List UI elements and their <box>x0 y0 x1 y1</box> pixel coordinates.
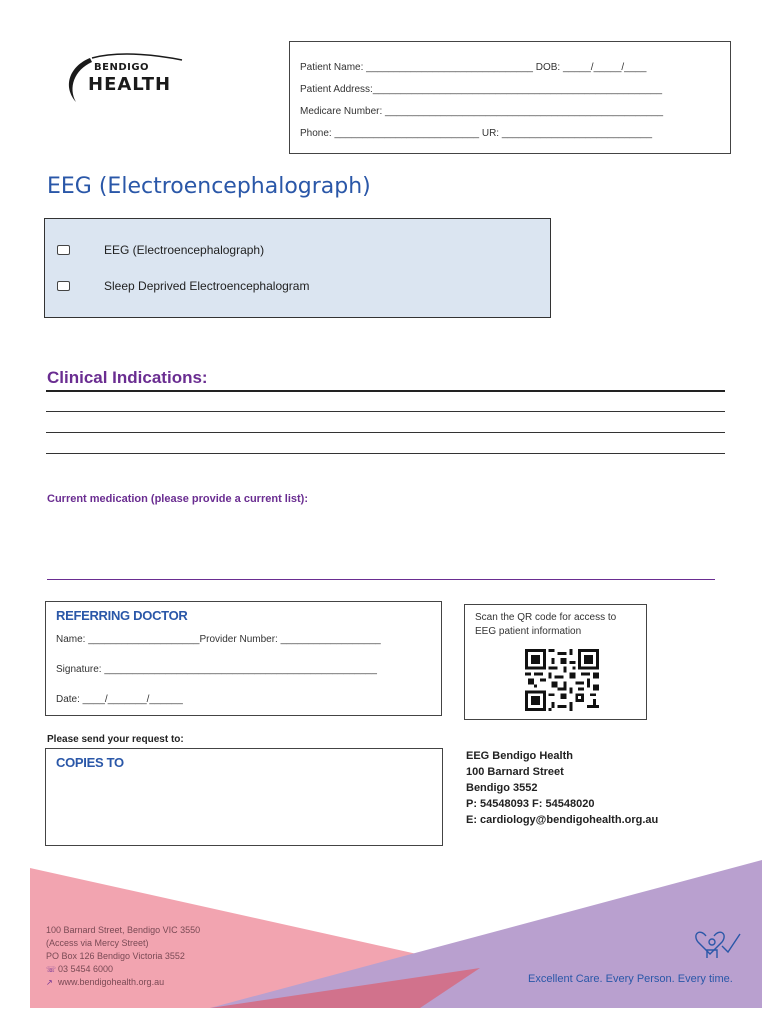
medication-line[interactable] <box>47 579 715 580</box>
contact-suburb: Bendigo 3552 <box>466 782 538 794</box>
test-options-box <box>44 218 551 318</box>
medicare-number-field[interactable]: Medicare Number: __________________________________________________ <box>300 106 664 117</box>
clinical-indications-line[interactable] <box>46 432 725 433</box>
send-request-label: Please send your request to: <box>47 734 184 745</box>
clinical-indications-line[interactable] <box>46 453 725 454</box>
current-medication-label: Current medication (please provide a current list): <box>47 493 309 505</box>
heading-rule <box>46 390 725 392</box>
referring-doctor-heading: REFERRING DOCTOR <box>56 608 188 623</box>
contact-department: EEG Bendigo Health <box>466 750 573 762</box>
date-field[interactable]: Date: ____/_______/______ <box>56 694 183 705</box>
phone-icon: ☏ <box>46 965 57 974</box>
referring-doctor-box <box>45 601 442 716</box>
test-option-sleep-deprived[interactable] <box>57 278 309 294</box>
bendigo-health-logo <box>62 52 202 110</box>
patient-details-box <box>289 41 731 154</box>
patient-address-field[interactable]: Patient Address:____________________________________________________ <box>300 84 663 95</box>
footer-web-line <box>46 976 200 989</box>
doctor-name-provider-field[interactable]: Name: ____________________Provider Number: __________________ <box>56 634 381 645</box>
footer-addr-line: (Access via Mercy Street) <box>46 938 149 948</box>
qr-code-box <box>464 604 647 720</box>
page-title: EEG (Electroencephalograph) <box>47 174 371 199</box>
clinical-indications-line[interactable] <box>46 411 725 412</box>
signature-field[interactable]: Signature: _________________________________________________ <box>56 664 377 675</box>
footer-addr-line: 100 Barnard Street, Bendigo VIC 3550 <box>46 925 201 935</box>
clinical-indications-heading: Clinical Indications: <box>47 368 208 387</box>
footer-addr-line: PO Box 126 Bendigo Victoria 3552 <box>46 951 185 961</box>
care-heart-icon <box>692 922 746 962</box>
web-icon: ↗ <box>46 978 53 987</box>
footer-address <box>46 924 200 989</box>
footer-tagline: Excellent Care. Every Person. Every time. <box>528 973 733 985</box>
test-option-eeg[interactable] <box>57 242 264 258</box>
footer-web[interactable]: www.bendigohealth.org.au <box>58 977 165 987</box>
contact-email[interactable]: E: cardiology@bendigohealth.org.au <box>466 814 659 826</box>
checkbox[interactable] <box>57 245 70 255</box>
test-option-label: Sleep Deprived Electroencephalogram <box>104 279 310 293</box>
contact-details <box>466 748 658 828</box>
copies-to-box[interactable] <box>45 748 443 846</box>
footer-phone: 03 5454 6000 <box>58 964 114 974</box>
footer-phone-line <box>46 963 200 976</box>
logo-line1: BENDIGO <box>94 62 150 73</box>
test-option-label: EEG (Electroencephalograph) <box>104 243 265 257</box>
phone-ur-field[interactable]: Phone: __________________________ UR: ___________________________ <box>300 128 653 139</box>
contact-street: 100 Barnard Street <box>466 766 564 778</box>
logo-line2: HEALTH <box>88 74 172 95</box>
qr-instructions: Scan the QR code for access to EEG patient information <box>475 612 617 637</box>
patient-name-field[interactable]: Patient Name: ______________________________ DOB: _____/_____/____ <box>300 62 647 73</box>
copies-to-heading: COPIES TO <box>56 755 124 770</box>
qr-code-icon[interactable] <box>524 649 600 711</box>
contact-phone-fax: P: 54548093 F: 54548020 <box>466 798 595 810</box>
checkbox[interactable] <box>57 281 70 291</box>
